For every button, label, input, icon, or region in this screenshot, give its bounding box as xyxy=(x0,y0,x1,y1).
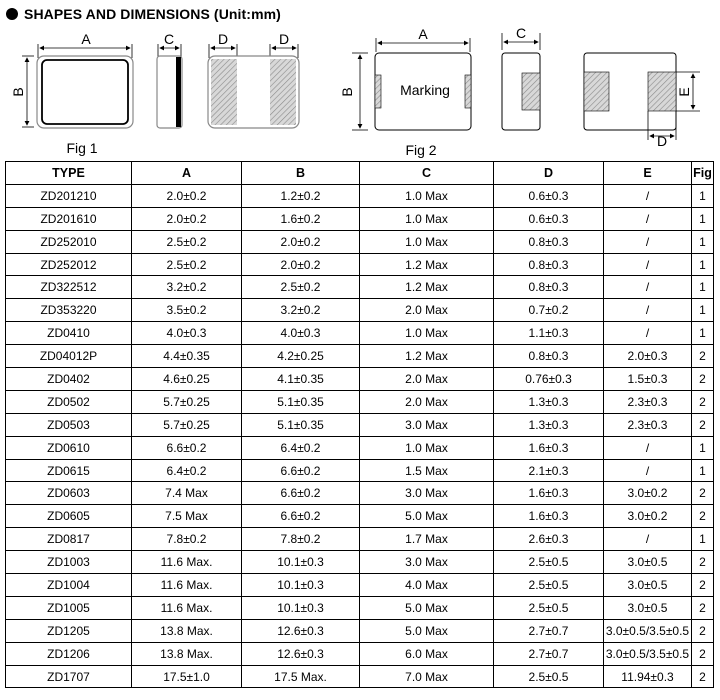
cell-d: 0.6±0.3 xyxy=(494,207,604,230)
table-row xyxy=(6,459,714,482)
cell-e: / xyxy=(604,230,692,253)
cell-a: 4.6±0.25 xyxy=(132,368,242,391)
header-d: D xyxy=(494,162,604,185)
cell-d: 1.1±0.3 xyxy=(494,322,604,345)
cell-b: 6.6±0.2 xyxy=(242,459,360,482)
cell-a: 13.8 Max. xyxy=(132,619,242,642)
cell-type: ZD0603 xyxy=(6,482,132,505)
cell-a: 7.4 Max xyxy=(132,482,242,505)
dimension-figures xyxy=(0,26,720,161)
cell-c: 7.0 Max xyxy=(360,665,494,688)
cell-fig: 1 xyxy=(692,253,714,276)
cell-b: 6.6±0.2 xyxy=(242,482,360,505)
cell-fig: 2 xyxy=(692,574,714,597)
cell-b: 1.2±0.2 xyxy=(242,184,360,207)
cell-b: 7.8±0.2 xyxy=(242,528,360,551)
cell-c: 2.0 Max xyxy=(360,390,494,413)
cell-type: ZD04012P xyxy=(6,345,132,368)
cell-e: 3.0±0.5/3.5±0.5 xyxy=(604,642,692,665)
cell-c: 1.5 Max xyxy=(360,459,494,482)
table-row xyxy=(6,665,714,688)
cell-a: 5.7±0.25 xyxy=(132,413,242,436)
table-row xyxy=(6,482,714,505)
fig2-label-e: E xyxy=(676,87,692,97)
cell-b: 1.6±0.2 xyxy=(242,207,360,230)
cell-e: / xyxy=(604,322,692,345)
fig2-label-a: A xyxy=(418,26,428,42)
cell-d: 1.6±0.3 xyxy=(494,436,604,459)
cell-fig: 2 xyxy=(692,345,714,368)
header-c: C xyxy=(360,162,494,185)
cell-c: 5.0 Max xyxy=(360,505,494,528)
table-row xyxy=(6,299,714,322)
fig2-label-c: C xyxy=(515,26,527,41)
cell-type: ZD252010 xyxy=(6,230,132,253)
fig1-label-c: C xyxy=(163,31,175,47)
cell-type: ZD1206 xyxy=(6,642,132,665)
cell-e: 2.0±0.3 xyxy=(604,345,692,368)
cell-fig: 2 xyxy=(692,413,714,436)
cell-a: 3.5±0.2 xyxy=(132,299,242,322)
cell-type: ZD0610 xyxy=(6,436,132,459)
cell-c: 1.0 Max xyxy=(360,230,494,253)
cell-a: 2.0±0.2 xyxy=(132,184,242,207)
cell-b: 6.4±0.2 xyxy=(242,436,360,459)
fig2-top-view xyxy=(339,26,471,130)
cell-a: 7.5 Max xyxy=(132,505,242,528)
cell-e: 3.0±0.5 xyxy=(604,596,692,619)
cell-fig: 2 xyxy=(692,505,714,528)
cell-type: ZD0615 xyxy=(6,459,132,482)
table-row xyxy=(6,345,714,368)
cell-type: ZD1003 xyxy=(6,551,132,574)
cell-b: 17.5 Max. xyxy=(242,665,360,688)
cell-c: 1.0 Max xyxy=(360,322,494,345)
cell-d: 2.5±0.5 xyxy=(494,665,604,688)
table-row xyxy=(6,207,714,230)
cell-a: 11.6 Max. xyxy=(132,551,242,574)
table-row xyxy=(6,596,714,619)
cell-d: 1.6±0.3 xyxy=(494,482,604,505)
cell-c: 1.0 Max xyxy=(360,436,494,459)
cell-d: 1.3±0.3 xyxy=(494,413,604,436)
table-row xyxy=(6,436,714,459)
fig1-top-view xyxy=(10,31,133,128)
fig1-label-a: A xyxy=(81,31,91,47)
cell-b: 4.1±0.35 xyxy=(242,368,360,391)
table-row xyxy=(6,551,714,574)
table-body xyxy=(6,184,714,688)
cell-e: 2.3±0.3 xyxy=(604,413,692,436)
header-a: A xyxy=(132,162,242,185)
table-row xyxy=(6,413,714,436)
cell-type: ZD201210 xyxy=(6,184,132,207)
table-row xyxy=(6,230,714,253)
table-row xyxy=(6,505,714,528)
cell-fig: 1 xyxy=(692,528,714,551)
cell-type: ZD0503 xyxy=(6,413,132,436)
cell-c: 5.0 Max xyxy=(360,619,494,642)
cell-type: ZD1004 xyxy=(6,574,132,597)
table-row xyxy=(6,253,714,276)
cell-a: 2.0±0.2 xyxy=(132,207,242,230)
cell-b: 5.1±0.35 xyxy=(242,413,360,436)
cell-a: 3.2±0.2 xyxy=(132,276,242,299)
table-row xyxy=(6,368,714,391)
cell-d: 2.7±0.7 xyxy=(494,619,604,642)
cell-a: 2.5±0.2 xyxy=(132,230,242,253)
cell-e: 3.0±0.2 xyxy=(604,505,692,528)
cell-e: / xyxy=(604,299,692,322)
table-row xyxy=(6,322,714,345)
cell-a: 4.0±0.3 xyxy=(132,322,242,345)
cell-type: ZD1005 xyxy=(6,596,132,619)
cell-b: 10.1±0.3 xyxy=(242,551,360,574)
fig1-label-b: B xyxy=(10,87,26,97)
cell-e: 1.5±0.3 xyxy=(604,368,692,391)
cell-d: 0.8±0.3 xyxy=(494,230,604,253)
cell-d: 0.6±0.3 xyxy=(494,184,604,207)
fig2-side-view xyxy=(502,26,540,130)
cell-c: 1.2 Max xyxy=(360,345,494,368)
cell-a: 11.6 Max. xyxy=(132,574,242,597)
cell-d: 0.7±0.2 xyxy=(494,299,604,322)
cell-c: 3.0 Max xyxy=(360,482,494,505)
fig1-label-d1: D xyxy=(217,31,229,47)
cell-type: ZD1205 xyxy=(6,619,132,642)
cell-d: 2.7±0.7 xyxy=(494,642,604,665)
cell-fig: 1 xyxy=(692,184,714,207)
cell-a: 6.4±0.2 xyxy=(132,459,242,482)
table-row xyxy=(6,642,714,665)
cell-e: 3.0±0.2 xyxy=(604,482,692,505)
fig2-label-b: B xyxy=(339,87,355,97)
cell-e: 3.0±0.5/3.5±0.5 xyxy=(604,619,692,642)
cell-d: 1.6±0.3 xyxy=(494,505,604,528)
header-type: TYPE xyxy=(6,162,132,185)
cell-c: 2.0 Max xyxy=(360,368,494,391)
cell-fig: 2 xyxy=(692,642,714,665)
cell-e: 3.0±0.5 xyxy=(604,551,692,574)
table-row xyxy=(6,574,714,597)
table-row xyxy=(6,390,714,413)
bullet-icon xyxy=(6,8,18,20)
cell-e: / xyxy=(604,436,692,459)
cell-c: 2.0 Max xyxy=(360,299,494,322)
cell-a: 13.8 Max. xyxy=(132,642,242,665)
cell-d: 0.8±0.3 xyxy=(494,253,604,276)
table-row xyxy=(6,619,714,642)
cell-fig: 1 xyxy=(692,230,714,253)
header-fig: Fig xyxy=(692,162,714,185)
header-b: B xyxy=(242,162,360,185)
cell-type: ZD201610 xyxy=(6,207,132,230)
cell-e: 2.3±0.3 xyxy=(604,390,692,413)
fig1-caption: Fig 1 xyxy=(66,140,98,156)
cell-b: 12.6±0.3 xyxy=(242,619,360,642)
cell-a: 2.5±0.2 xyxy=(132,253,242,276)
cell-fig: 1 xyxy=(692,459,714,482)
cell-b: 3.2±0.2 xyxy=(242,299,360,322)
cell-fig: 2 xyxy=(692,619,714,642)
cell-b: 4.0±0.3 xyxy=(242,322,360,345)
cell-d: 2.1±0.3 xyxy=(494,459,604,482)
cell-c: 1.2 Max xyxy=(360,253,494,276)
cell-type: ZD0605 xyxy=(6,505,132,528)
cell-c: 1.0 Max xyxy=(360,184,494,207)
cell-type: ZD0410 xyxy=(6,322,132,345)
cell-c: 1.7 Max xyxy=(360,528,494,551)
cell-type: ZD353220 xyxy=(6,299,132,322)
cell-b: 10.1±0.3 xyxy=(242,574,360,597)
cell-fig: 1 xyxy=(692,276,714,299)
cell-e: / xyxy=(604,528,692,551)
cell-fig: 2 xyxy=(692,596,714,619)
section-title xyxy=(6,6,281,22)
table-row xyxy=(6,276,714,299)
cell-c: 3.0 Max xyxy=(360,413,494,436)
cell-e: / xyxy=(604,459,692,482)
cell-d: 2.5±0.5 xyxy=(494,574,604,597)
cell-fig: 2 xyxy=(692,482,714,505)
cell-fig: 2 xyxy=(692,390,714,413)
cell-c: 5.0 Max xyxy=(360,596,494,619)
cell-d: 0.8±0.3 xyxy=(494,276,604,299)
cell-e: / xyxy=(604,253,692,276)
marking-text: Marking xyxy=(400,82,450,98)
cell-b: 4.2±0.25 xyxy=(242,345,360,368)
cell-c: 4.0 Max xyxy=(360,574,494,597)
cell-c: 1.0 Max xyxy=(360,207,494,230)
cell-e: / xyxy=(604,184,692,207)
cell-a: 11.6 Max. xyxy=(132,596,242,619)
fig2-caption: Fig 2 xyxy=(405,142,437,158)
header-e: E xyxy=(604,162,692,185)
cell-d: 2.5±0.5 xyxy=(494,551,604,574)
cell-b: 2.5±0.2 xyxy=(242,276,360,299)
cell-e: / xyxy=(604,276,692,299)
cell-type: ZD0817 xyxy=(6,528,132,551)
cell-fig: 1 xyxy=(692,436,714,459)
cell-d: 2.5±0.5 xyxy=(494,596,604,619)
cell-d: 2.6±0.3 xyxy=(494,528,604,551)
cell-b: 2.0±0.2 xyxy=(242,230,360,253)
cell-a: 4.4±0.35 xyxy=(132,345,242,368)
section-title-text: SHAPES AND DIMENSIONS (Unit:mm) xyxy=(24,6,281,22)
cell-type: ZD1707 xyxy=(6,665,132,688)
cell-fig: 1 xyxy=(692,322,714,345)
fig2-label-d: D xyxy=(656,133,668,149)
cell-c: 6.0 Max xyxy=(360,642,494,665)
cell-c: 1.2 Max xyxy=(360,276,494,299)
cell-e: 3.0±0.5 xyxy=(604,574,692,597)
cell-fig: 1 xyxy=(692,207,714,230)
table-header-row xyxy=(6,162,714,185)
cell-type: ZD322512 xyxy=(6,276,132,299)
cell-a: 17.5±1.0 xyxy=(132,665,242,688)
cell-type: ZD252012 xyxy=(6,253,132,276)
cell-c: 3.0 Max xyxy=(360,551,494,574)
cell-d: 0.76±0.3 xyxy=(494,368,604,391)
cell-fig: 2 xyxy=(692,551,714,574)
cell-type: ZD0402 xyxy=(6,368,132,391)
fig1-side-view xyxy=(157,31,182,128)
cell-b: 12.6±0.3 xyxy=(242,642,360,665)
cell-b: 2.0±0.2 xyxy=(242,253,360,276)
cell-fig: 2 xyxy=(692,368,714,391)
cell-e: 11.94±0.3 xyxy=(604,665,692,688)
cell-b: 6.6±0.2 xyxy=(242,505,360,528)
table-row xyxy=(6,528,714,551)
cell-e: / xyxy=(604,207,692,230)
cell-b: 10.1±0.3 xyxy=(242,596,360,619)
dimensions-table xyxy=(5,161,714,688)
fig1-bottom-view xyxy=(208,31,299,128)
cell-fig: 1 xyxy=(692,299,714,322)
cell-fig: 2 xyxy=(692,665,714,688)
cell-d: 0.8±0.3 xyxy=(494,345,604,368)
cell-b: 5.1±0.35 xyxy=(242,390,360,413)
cell-type: ZD0502 xyxy=(6,390,132,413)
cell-a: 7.8±0.2 xyxy=(132,528,242,551)
cell-a: 6.6±0.2 xyxy=(132,436,242,459)
cell-d: 1.3±0.3 xyxy=(494,390,604,413)
fig2-bottom-view xyxy=(584,53,700,149)
cell-a: 5.7±0.25 xyxy=(132,390,242,413)
table-row xyxy=(6,184,714,207)
fig1-label-d2: D xyxy=(278,31,290,47)
